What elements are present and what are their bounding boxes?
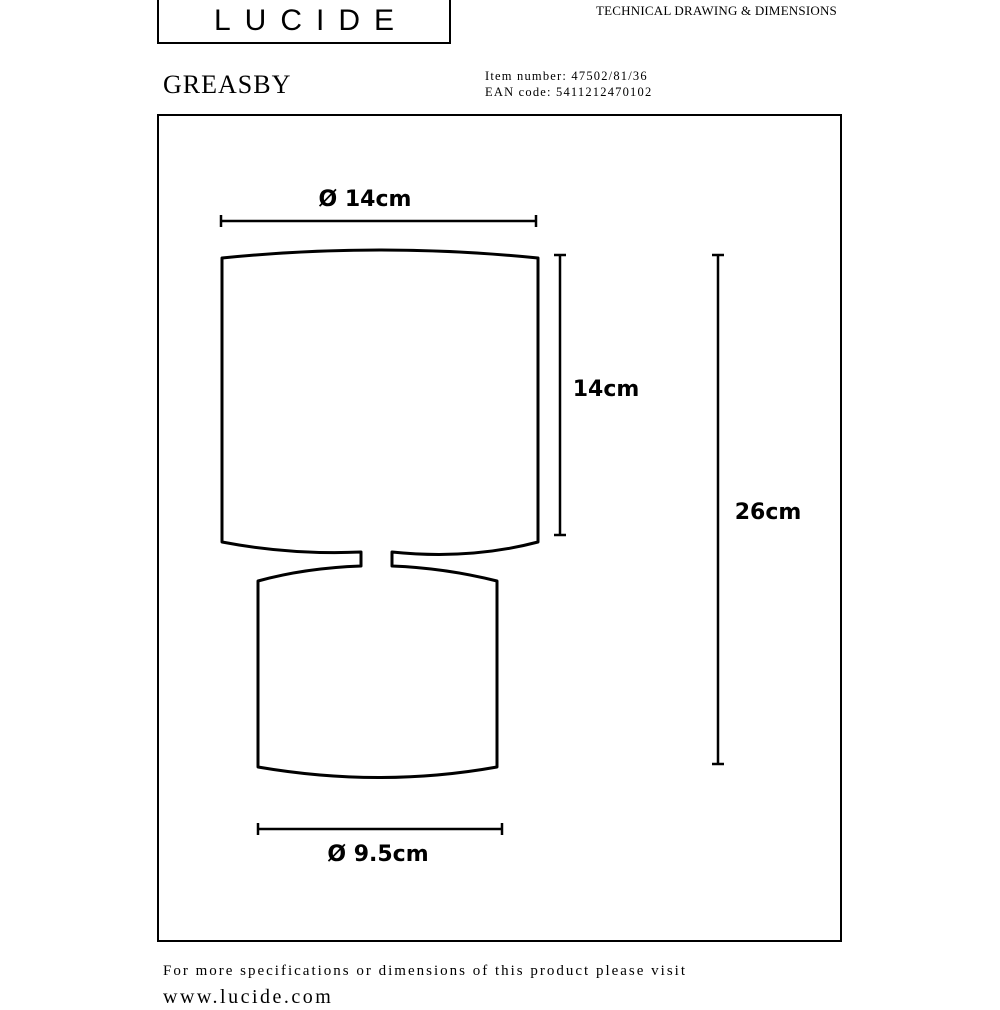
product-name: GREASBY <box>163 70 292 99</box>
brand-logo-text: LUCIDE <box>213 4 409 37</box>
base-diameter-label: Ø 9.5cm <box>327 842 429 867</box>
shade-diameter-label: Ø 14cm <box>318 187 412 212</box>
footer <box>163 958 687 1010</box>
footer-url[interactable]: www.lucide.com <box>163 986 334 1008</box>
footer-text: For more specifications or dimensions of this product please visit <box>163 963 688 979</box>
lamp-outline <box>222 250 538 778</box>
shade-height-label: 14cm <box>572 377 640 402</box>
document-type: TECHNICAL DRAWING & DIMENSIONS <box>596 3 837 18</box>
item-number: Item number: 47502/81/36 <box>485 69 648 83</box>
ean-code: EAN code: 5411212470102 <box>485 85 653 99</box>
total-height-label: 26cm <box>734 500 802 525</box>
